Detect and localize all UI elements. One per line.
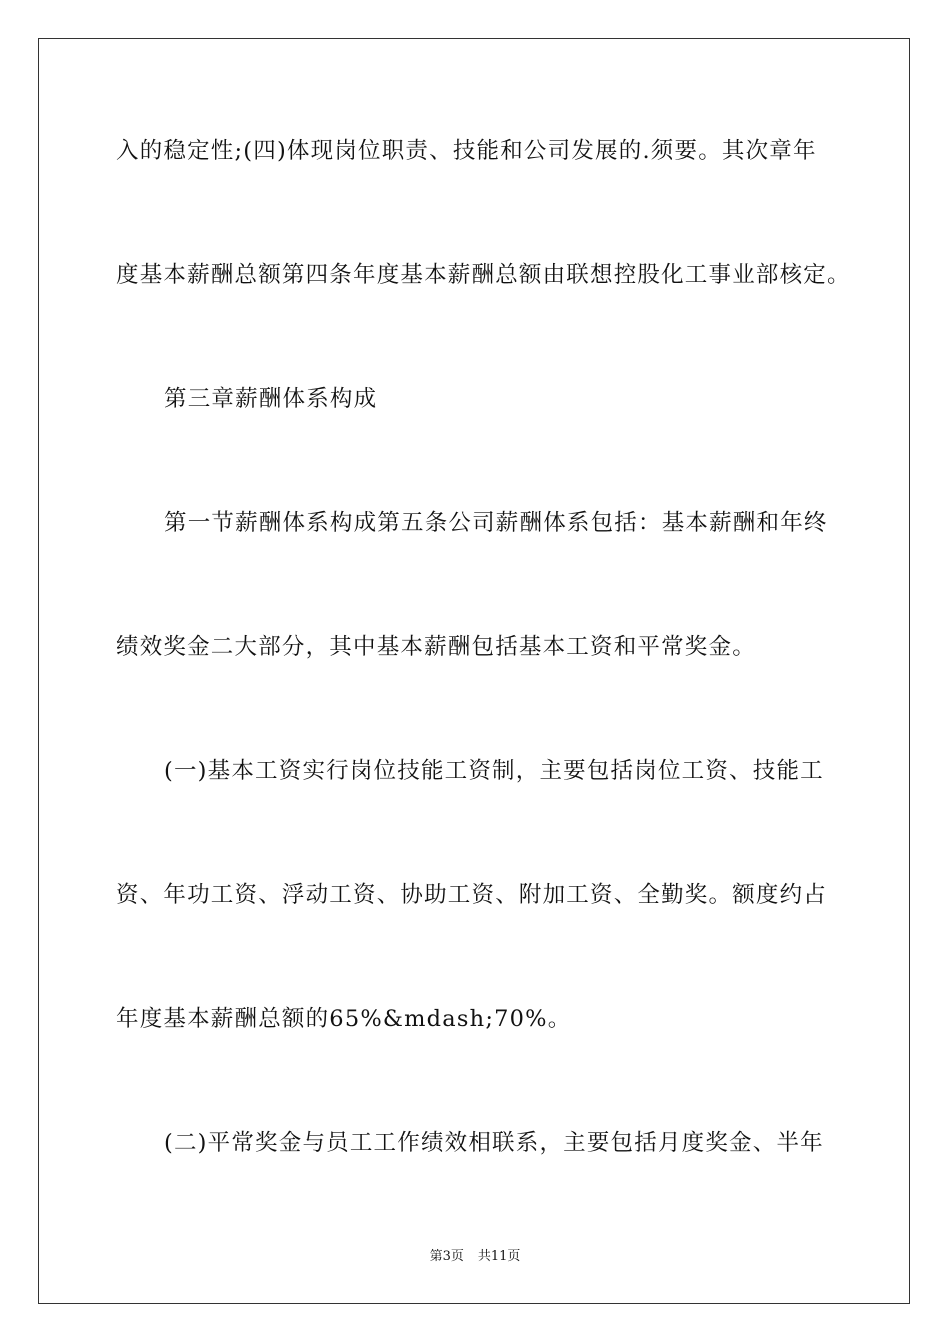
text-line: 绩效奖金二大部分，其中基本薪酬包括基本工资和平常奖金。 [116, 634, 756, 660]
text-line: 资、年功工资、浮动工资、协助工资、附加工资、全勤奖。额度约占 [116, 882, 828, 908]
page-footer [0, 1248, 950, 1266]
text-line: 度基本薪酬总额第四条年度基本薪酬总额由联想控股化工事业部核定。 [116, 262, 851, 288]
chapter-heading: 第三章薪酬体系构成 [164, 386, 378, 412]
text-line: (二)平常奖金与员工工作绩效相联系，主要包括月度奖金、半年 [164, 1130, 824, 1156]
text-line: 入的稳定性;(四)体现岗位职责、技能和公司发展的.须要。其次章年 [116, 138, 817, 164]
text-line: 年度基本薪酬总额的65%&mdash;70%。 [116, 1006, 572, 1032]
page-border [38, 38, 910, 1304]
text-line: 第一节薪酬体系构成第五条公司薪酬体系包括：基本薪酬和年终 [164, 510, 828, 536]
page-total: 共11页 [477, 1249, 521, 1264]
text-line: (一)基本工资实行岗位技能工资制，主要包括岗位工资、技能工 [164, 758, 824, 784]
page-number: 第3页 [429, 1249, 464, 1264]
